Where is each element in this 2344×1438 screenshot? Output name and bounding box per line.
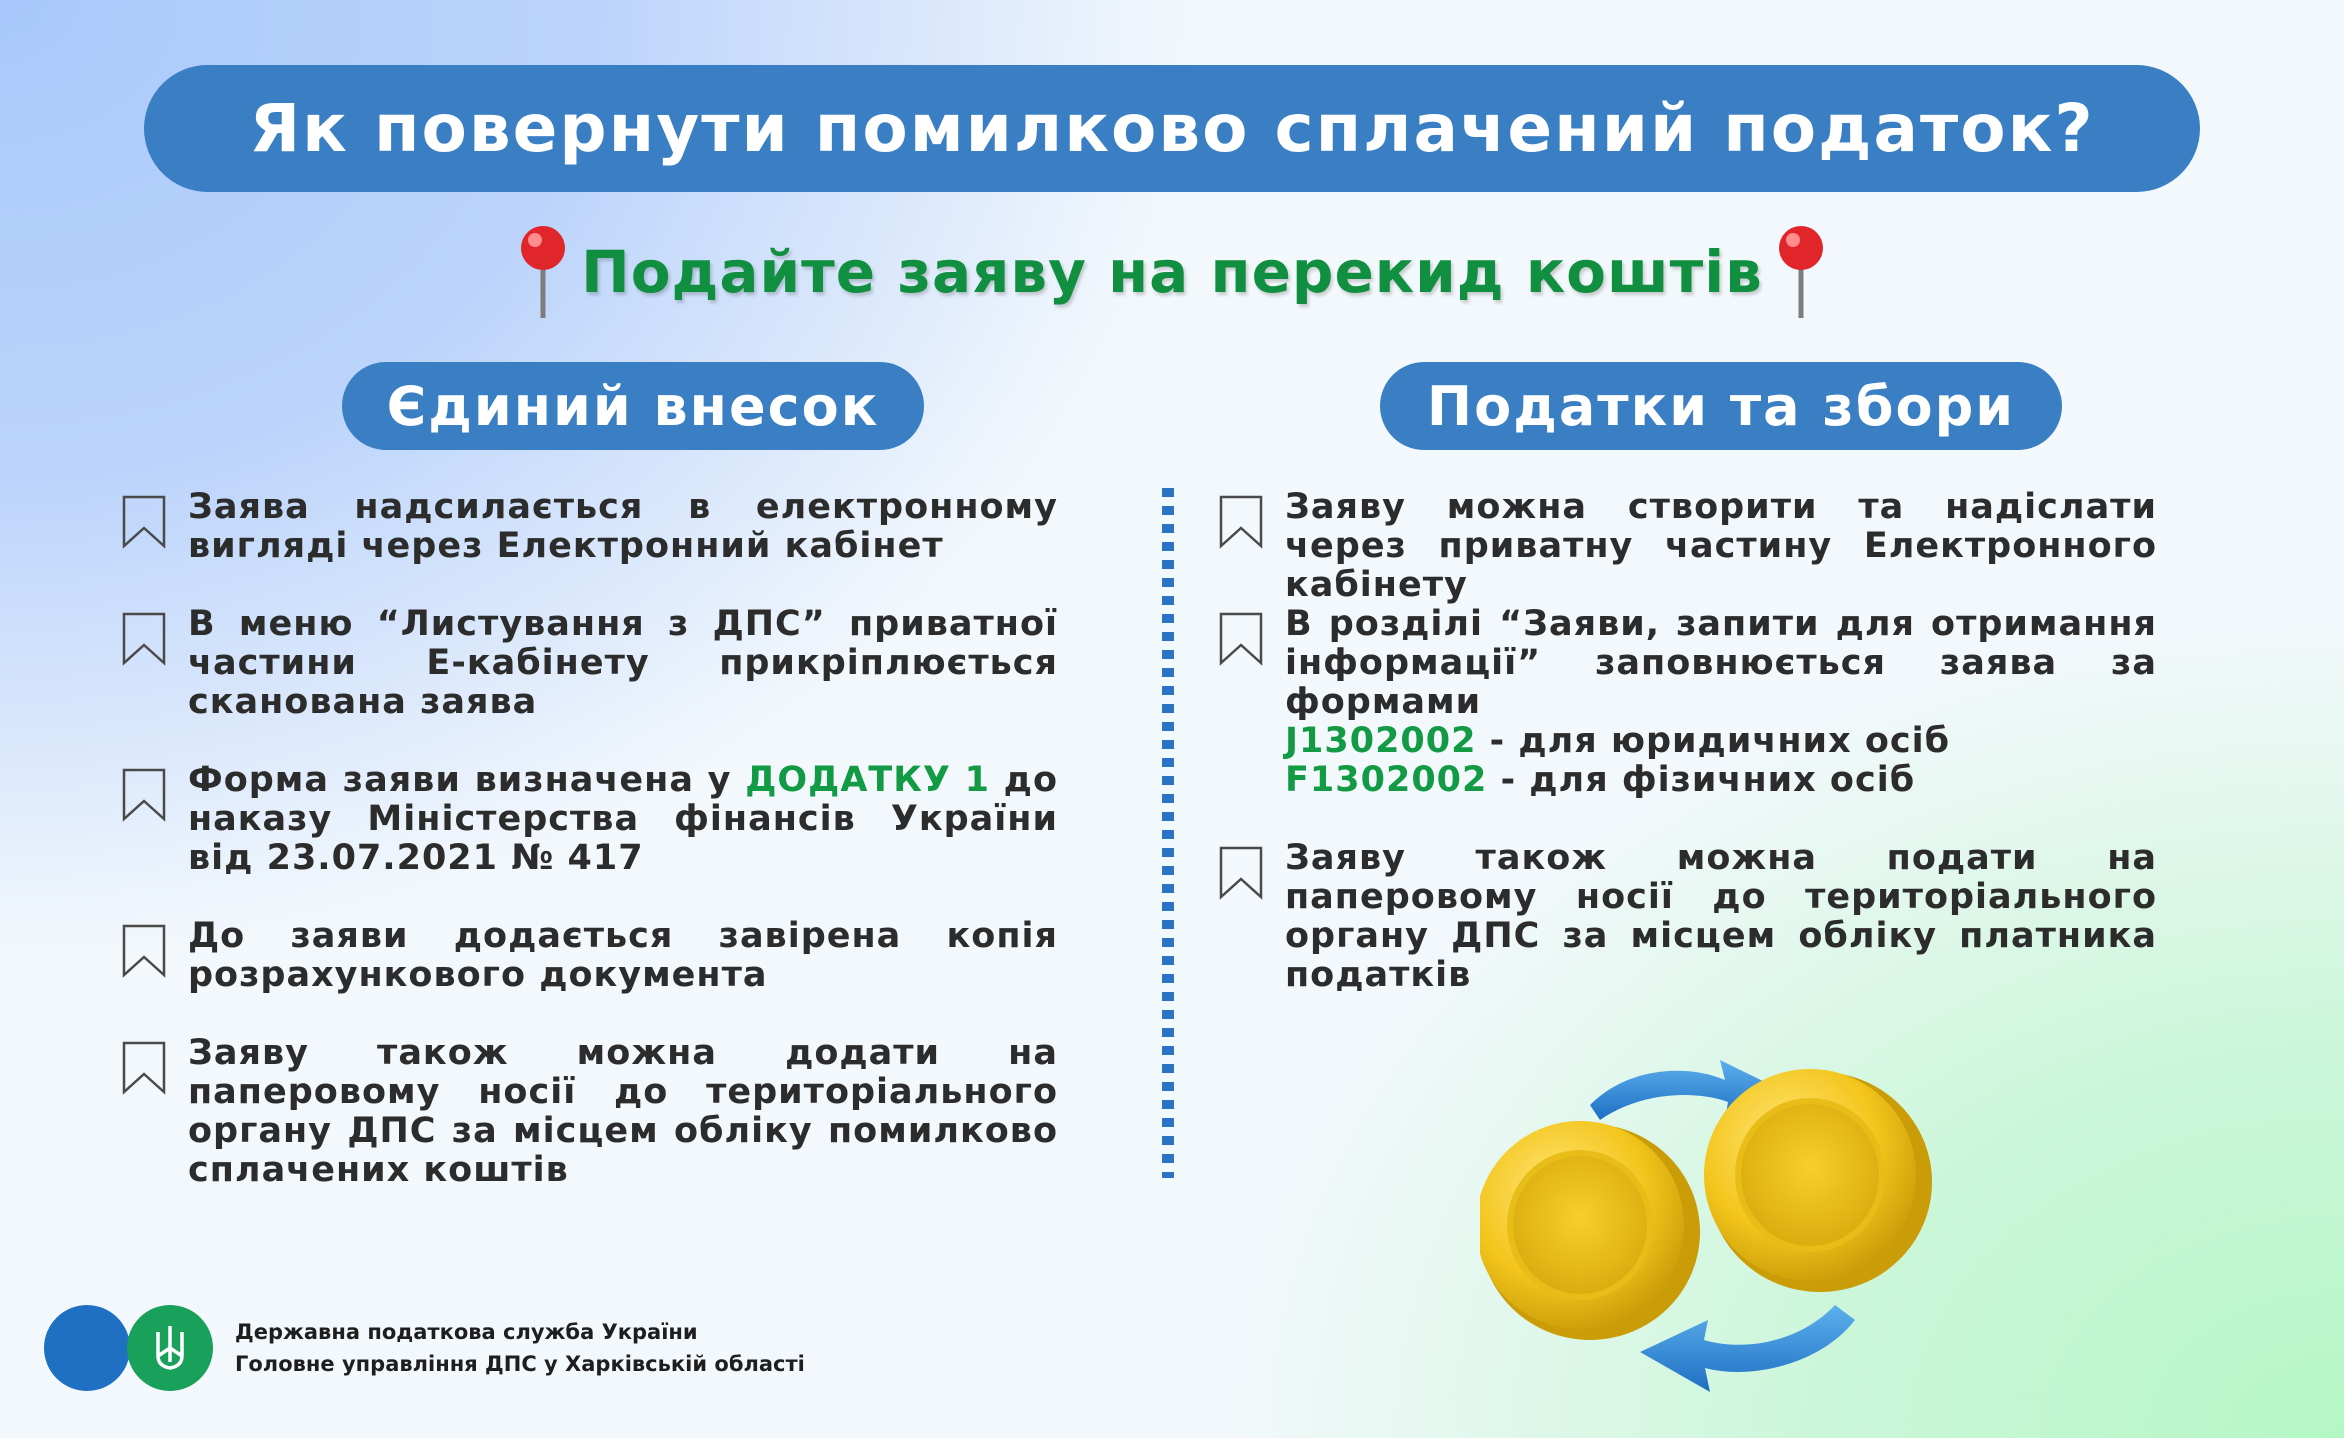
pushpin-icon: [1771, 222, 1831, 322]
list-item-text: Заяву також можна додати на паперовому носії до територіального органу ДПС за місцем обліку помилково сплачених коштів: [188, 1033, 1058, 1190]
form-line-legal: [1285, 722, 2157, 761]
left-column-heading: Єдиний внесок: [342, 362, 924, 450]
form-desc: - для юридичних осіб: [1476, 721, 1951, 761]
list-item-text: Заява надсилається в електронному вигляді через Електронний кабінет: [188, 487, 1058, 566]
bookmark-icon: [120, 1040, 168, 1096]
text-after: до наказу Міністерства фінансів України від 23.07.2021 № 417: [188, 760, 1058, 878]
form-code: J1302002: [1285, 721, 1477, 761]
arrow-left-icon: [1640, 1305, 1855, 1392]
text-before: Форма заяви визначена у: [188, 760, 746, 800]
coin-icon: [1480, 1121, 1700, 1340]
list-item: [120, 605, 1060, 722]
footer-logo: [44, 1305, 805, 1391]
subtitle-text: Подайте заяву на перекид коштів: [581, 238, 1763, 306]
list-item-text: Заяву можна створити та надіслати через приватну частину Електронного кабінету: [1285, 487, 2157, 605]
main-title: Як повернути помилково сплачений податок?: [144, 65, 2200, 192]
form-description: В розділі “Заяви, запити для отримання інформації” заповнюється заява за формами: [1285, 604, 2157, 722]
list-item-text: В меню “Листування з ДПС” приватної частини Е-кабінету прикріплюється сканована заява: [188, 604, 1058, 722]
bookmark-icon: [120, 767, 168, 823]
list-item: [1217, 488, 2157, 605]
list-item: [120, 761, 1060, 878]
footer-text: [235, 1316, 805, 1380]
right-column-heading: Податки та збори: [1380, 362, 2062, 450]
form-line-individual: [1285, 761, 2157, 800]
column-divider: [1162, 488, 1174, 1178]
list-item-text: [1285, 605, 2157, 800]
trident-emblem-icon: [127, 1305, 213, 1391]
subtitle-row: [0, 222, 2344, 322]
list-item-text: До заяви додається завірена копія розрахункового документа: [188, 916, 1058, 995]
bookmark-icon: [120, 923, 168, 979]
coin-icon: [1704, 1069, 1932, 1292]
list-item-text: [188, 761, 1058, 878]
bookmark-icon: [1217, 494, 1265, 550]
form-desc: - для фізичних осіб: [1487, 760, 1916, 800]
bookmark-icon: [120, 611, 168, 667]
org-department: Головне управління ДПС у Харківській області: [235, 1352, 805, 1376]
list-item: [120, 1034, 1060, 1190]
bookmark-icon: [120, 494, 168, 550]
list-item-text: Заяву також можна подати на паперовому носії до територіального органу ДПС за місцем обліку платника податків: [1285, 838, 2157, 995]
bookmark-icon: [1217, 845, 1265, 901]
list-item: [120, 488, 1060, 566]
pushpin-icon: [513, 222, 573, 322]
bookmark-icon: [1217, 611, 1265, 667]
appendix-link-text: ДОДАТКУ 1: [745, 760, 990, 800]
list-item: [120, 917, 1060, 995]
list-item: [1217, 605, 2157, 800]
form-code: F1302002: [1285, 760, 1488, 800]
org-name: Державна податкова служба України: [235, 1320, 698, 1344]
list-item: [1217, 839, 2157, 995]
logo-blue-circle: [44, 1305, 130, 1391]
coins-exchange-illustration: [1480, 1020, 1960, 1410]
